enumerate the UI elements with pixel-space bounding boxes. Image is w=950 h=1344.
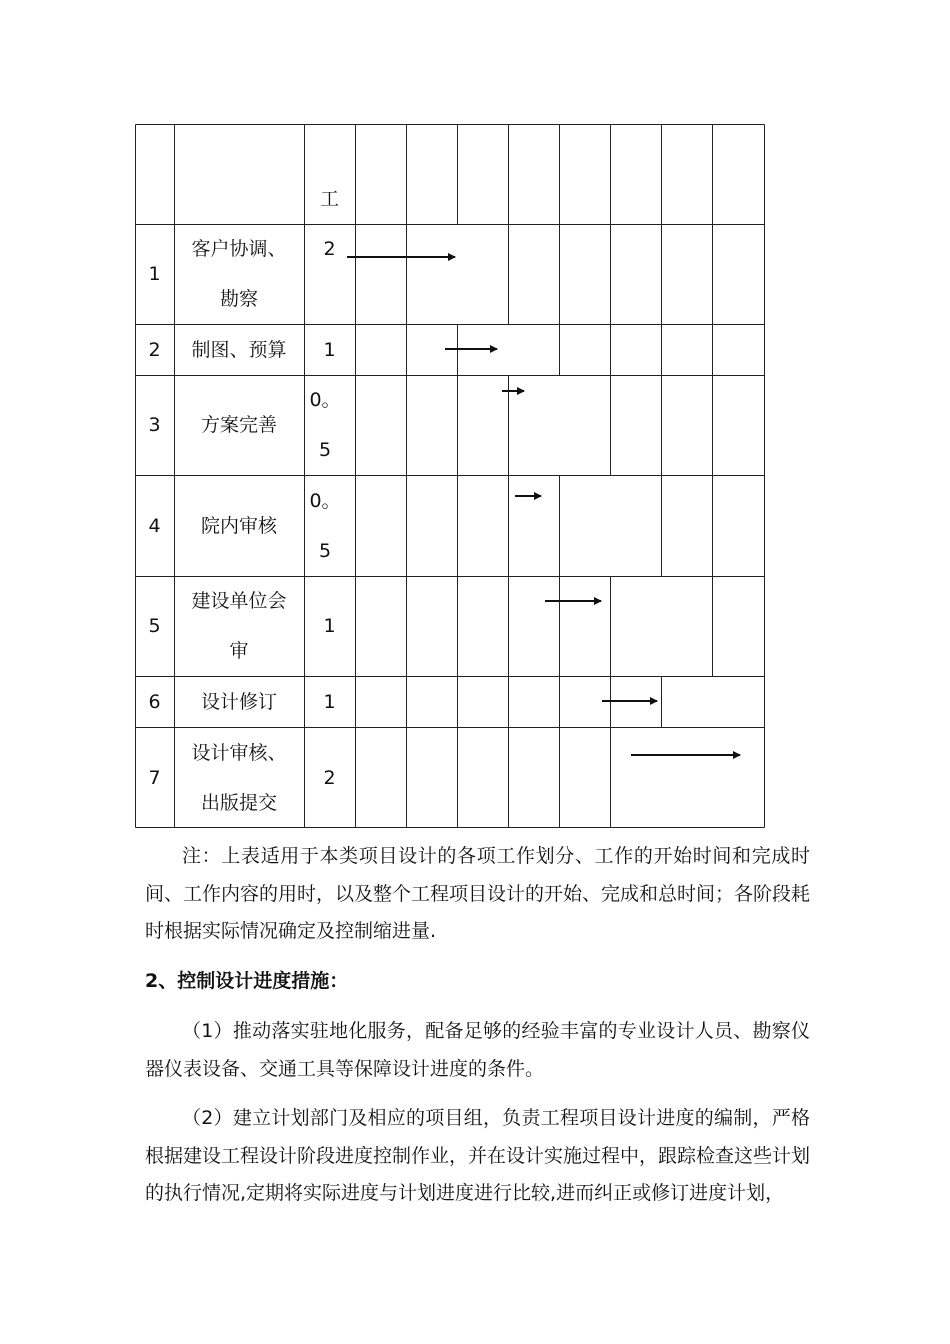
- header-cell-no: [135, 124, 174, 224]
- task-name: 建设单位会审: [191, 590, 287, 662]
- task-duration: 2: [323, 766, 336, 789]
- schedule-table: [135, 124, 765, 828]
- task-name: 设计修订: [200, 690, 277, 713]
- task-duration: 2: [323, 238, 336, 260]
- paragraph-2: （2）建立计划部门及相应的项目组，负责工程项目设计进度的编制，严格根据建设工程设计阶段进度控制作业，并在设计实施过程中，跟踪检查这些计划的执行情况,定期将实际进度与计划进度进行比较,进而纠正或修订进度计划，: [145, 1107, 811, 1204]
- row-number: 4: [148, 514, 161, 537]
- table-note: 注：上表适用于本类项目设计的各项工作划分、工作的开始时间和完成时间、工作内容的用时，以及整个工程项目设计的开始、完成和总时间；各阶段耗时根据实际情况确定及控制缩进量.: [145, 845, 811, 942]
- section-heading: 2、控制设计进度措施：: [145, 970, 349, 992]
- task-duration: 1: [323, 690, 336, 713]
- row-number: 5: [148, 615, 161, 637]
- paragraph-1: （1）推动落实驻地化服务，配备足够的经验丰富的专业设计人员、勘察仪器仪表设备、交通工具等保障设计进度的条件。: [145, 1020, 810, 1080]
- header-cell-duration: 工: [319, 188, 339, 210]
- task-duration: 0。5: [309, 489, 341, 562]
- row-number: 7: [148, 766, 161, 789]
- task-duration: 0。5: [309, 389, 341, 461]
- row-number: 6: [148, 690, 161, 713]
- task-name: 院内审核: [200, 514, 277, 537]
- row-number: 3: [148, 414, 161, 436]
- row-number: 1: [148, 263, 161, 285]
- header-cell-task: [174, 124, 304, 224]
- task-name: 制图、预算: [191, 338, 287, 361]
- row-number: 2: [148, 338, 161, 361]
- task-name: 方案完善: [200, 414, 277, 436]
- task-name: 客户协调、勘察: [191, 238, 287, 310]
- task-duration: 1: [323, 338, 336, 361]
- task-duration: 1: [323, 615, 336, 637]
- task-name: 设计审核、出版提交: [191, 741, 287, 814]
